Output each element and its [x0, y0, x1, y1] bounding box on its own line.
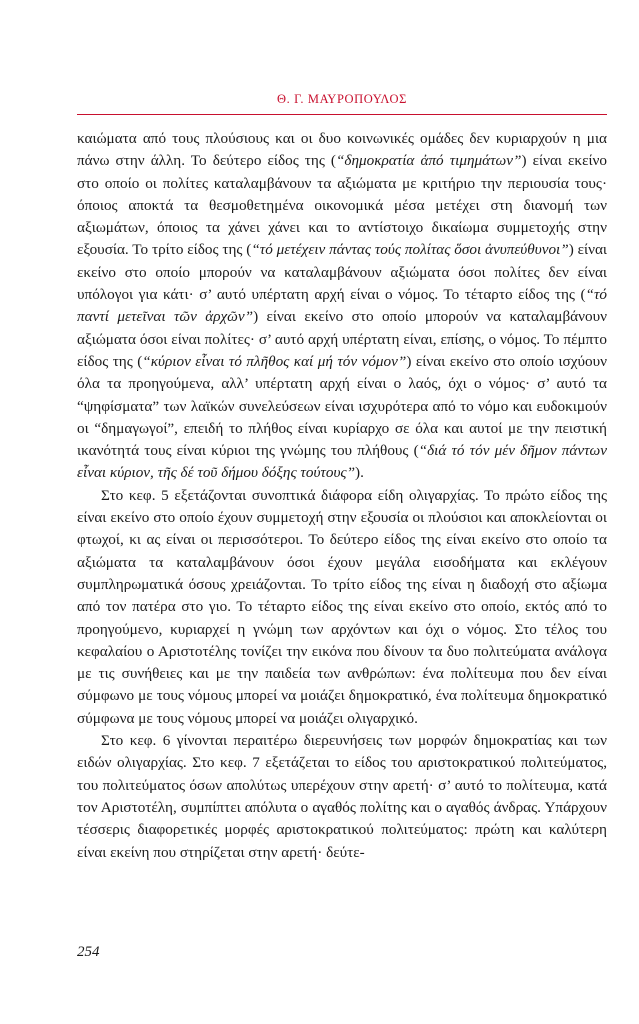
text-run: Στο κεφ. 5 εξετάζονται συνοπτικά διάφορα είδη ολιγαρχίας. Το πρώτο είδος της είναι εκείνο στο οποίο έχουν συμμετοχή στην εξουσία οι πλούσιοι και αποκλείονται οι φτωχοί, κι ας είναι οι περισσότεροι. Το δεύτερο είδος της είναι εκείνο στο οποίο τα αξιώματα τα καταλαμβάνουν όσοι έχουν μεγάλα εισοδήματα και εκλέγουν συμπληρωματικά όσους χρειάζονται. Το τρίτο είδος της είναι η διαδοχή στο αξίωμα από τον πατέρα στο γιο. Το τέταρτο είδος της είναι εκείνο στο οποίο, εκτός από το προηγούμενο, κυριαρχεί η γνώμη των αρχόντων και όχι ο νόμος. Στο τέλος του κεφαλαίου ο Αριστοτέλης τονίζει την εικόνα που δίνουν τα δυο πολιτεύματα ανάλογα με τις συνήθειες και με την παιδεία των ανθρώπων: ένα πολίτευμα που δεν είναι σύμφωνο με τους νόμους μπορεί να μοιάζει δημοκρατικό, ένα πολίτευμα δημοκρατικό σύμφωνα με τους νόμους μπορεί να μοιάζει ολιγαρχικό.	[77, 486, 607, 727]
greek-quotation: “τό παντί μετεῖναι τῶν ἀρχῶν”	[77, 286, 607, 326]
paragraph-1	[77, 128, 607, 485]
running-title: Θ. Γ. ΜΑΥΡΟΠΟΥΛΟΣ	[277, 92, 407, 106]
text-run: ) είναι εκείνο στο οποίο ισχύουν όλα τα προηγούμενα, αλλ’ υπέρτατη αρχή είναι ο λαός, όχι ο νόμος· σ’ αυτό τα “ψηφίσματα” των λαϊκών συνελεύσεων είναι ισχυρότερα από το νόμο και ευδοκιμούν οι “δημαγωγοί”, επειδή το πλήθος είναι κυρίαρχο σε όλα και αυτοί με την πειστική ικανότητά τους είναι κύριοι της γνώμης του πλήθους (	[77, 352, 607, 460]
paragraph-3	[77, 730, 607, 864]
greek-quotation: “διά τό τόν μέν δῆμον πάντων εἶναι κύριον, τῆς δέ τοῦ δήμου δόξης τούτους”	[77, 442, 607, 482]
text-run: καιώματα από τους πλούσιους και οι δυο κοινωνικές ομάδες δεν κυριαρχούν η μια πάνω στην άλλη. Το δεύτερο είδος της (	[77, 130, 607, 170]
header-rule	[77, 114, 607, 115]
greek-quotation: “δημοκρατία ἀπό τιμημάτων”	[335, 152, 522, 170]
text-run: Στο κεφ. 6 γίνονται περαιτέρω διερευνήσεις των μορφών δημοκρατίας και των ειδών ολιγαρχίας. Στο κεφ. 7 εξετάζεται το είδος του αριστοκρατικού πολιτεύματος, του πολιτεύματος όσων απολύτως υπερέχουν στην αρετή· σ’ αυτό το πολίτευμα, κατά τον Αριστοτέλη, συμπίπτει απόλυτα ο αγαθός πολίτης και ο αγαθός άνδρας. Υπάρχουν τέσσερις διαφορετικές μορφές αριστοκρατικού πολιτεύματος: πρώτη και καλύτερη είναι εκείνη που στηρίζεται στην αρετή· δεύτε-	[77, 732, 607, 861]
paragraph-2	[77, 485, 607, 730]
page-number: 254	[77, 944, 100, 960]
text-run: ) είναι εκείνο στο οποίο οι πολίτες καταλαμβάνουν τα αξιώματα με κριτήριο την περιουσία τους· όποιος αποκτά τα θεσμοθετημένα οικονομικά μέσα μετέχει στη διανομή των αξιωμάτων, όποιος τα χάνει χάνει και το αντίστοιχο δικαίωμα συμμετοχής στην εξουσία. Το τρίτο είδος της (	[77, 152, 608, 259]
text-run: ) είναι εκείνο στο οποίο μπορούν να καταλαμβάνουν αξιώματα όσοι είναι πολίτες· σ’ αυτό αρχή υπέρτατη είναι, επίσης, ο νόμος. Το πέμπτο είδος της (	[77, 308, 607, 370]
body-text	[77, 128, 607, 864]
greek-quotation: “κύριον εἶναι τό πλῆθος καί μή τόν νόμον”	[142, 352, 407, 370]
text-run: ) είναι εκείνο στο οποίο μπορούν να καταλαμβάνουν αξιώματα όσοι πολίτες δεν είναι υπόλογοι για κάτι· σ’ αυτό υπέρτατη αρχή είναι ο νόμος. Το τέταρτο είδος της (	[77, 241, 607, 304]
text-run: ).	[355, 464, 364, 482]
greek-quotation: “τό μετέχειν πάντας τούς πολίτας ὅσοι ἀνυπεύθυνοι”	[251, 241, 569, 259]
